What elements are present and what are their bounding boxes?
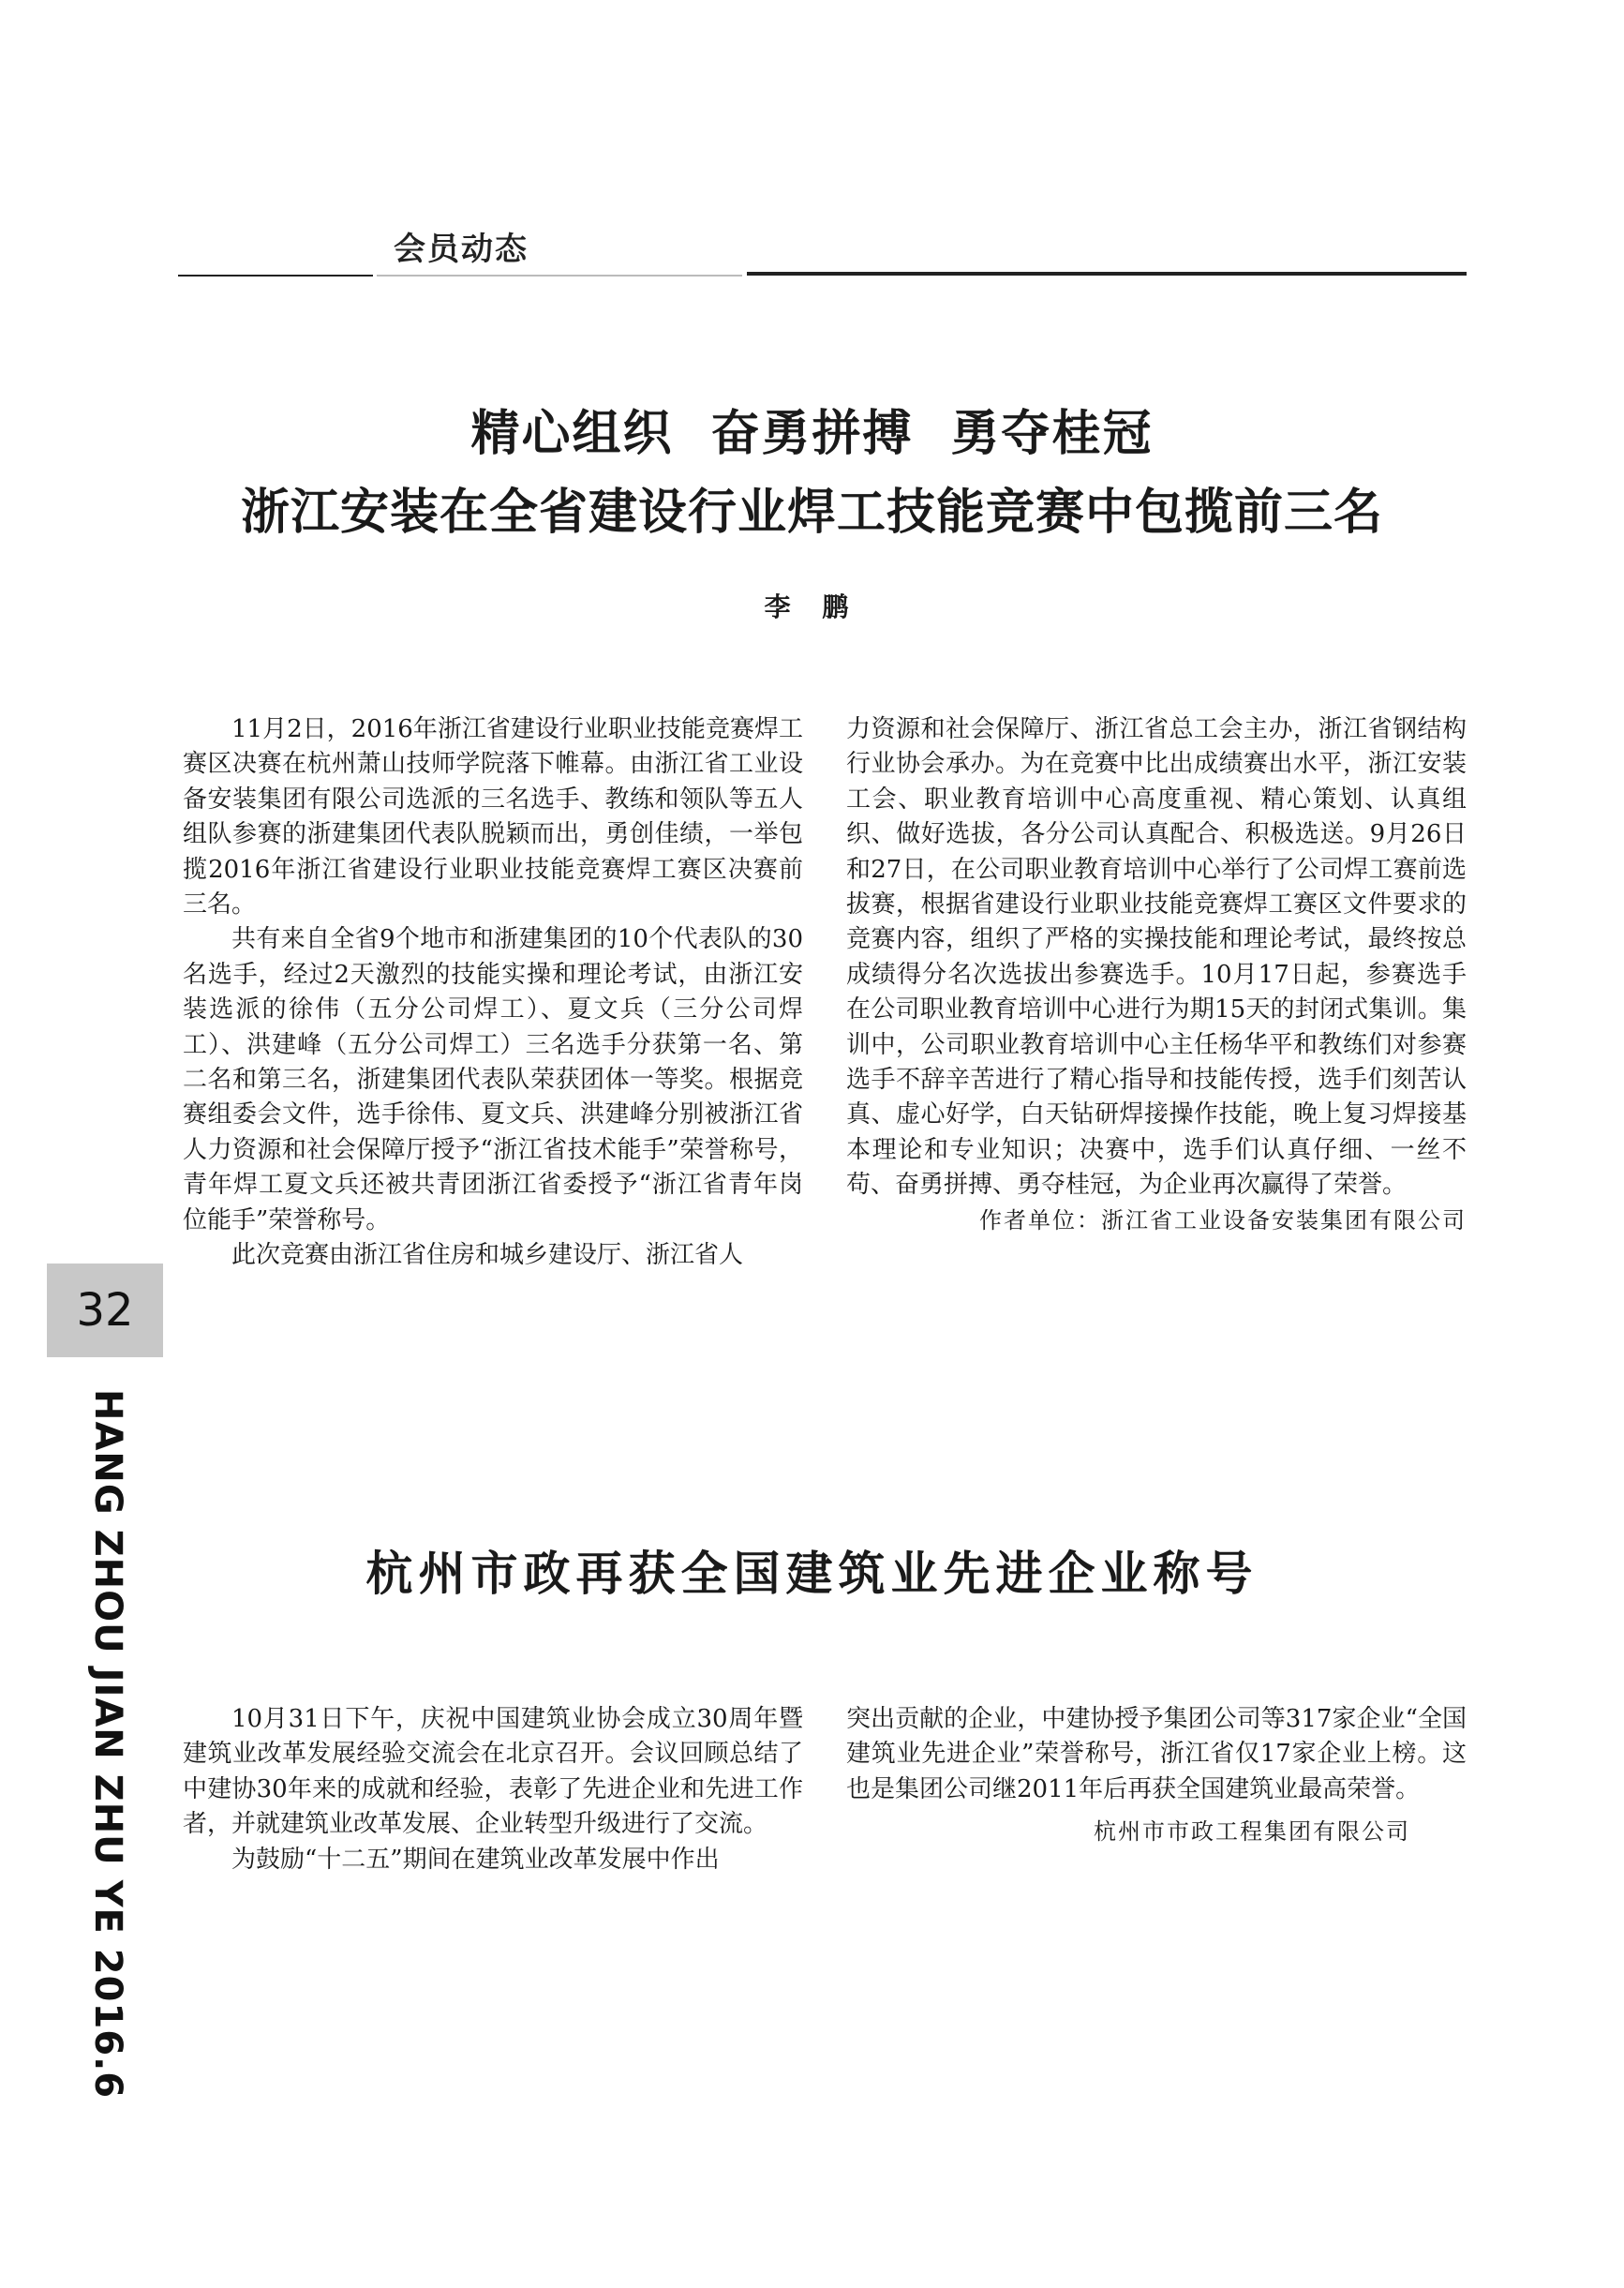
article2-paragraph-2-continued: 突出贡献的企业，中建协授予集团公司等317家企业“全国建筑业先进企业”荣誉称号，浙江省仅17家企业上榜。这也是集团公司继2011年后再获全国建筑业最高荣誉。 xyxy=(846,1705,1467,1803)
header-rule-right xyxy=(747,272,1467,276)
article1-affiliation: 作者单位：浙江省工业设备安装集团有限公司 xyxy=(979,1206,1467,1234)
article1-paragraph-2: 共有来自全省9个地市和浙建集团的10个代表队的30名选手，经过2天激烈的技能实操和理论考试，由浙江安装选派的徐伟（五分公司焊工）、夏文兵（三分公司焊工）、洪建峰（五分公司焊工）三名选手分获第一名、第二名和第三名，浙建集团代表队荣获团体一等奖。根据竞赛组委会文件，选手徐伟、夏文兵、洪建峰分别被浙江省人力资源和社会保障厅授予“浙江省技术能手”荣誉称号，青年焊工夏文兵还被共青团浙江省委授予“浙江省青年岗位能手”荣誉称号。 xyxy=(183,925,803,1234)
article1-author: 李 鹏 xyxy=(764,591,860,622)
section-label-underline xyxy=(377,275,742,277)
article1-column-right xyxy=(846,712,1467,1238)
title-phrase-1: 精心组织 xyxy=(470,406,674,462)
article1-paragraph-3: 此次竞赛由浙江省住房和城乡建设厅、浙江省人 xyxy=(231,1241,744,1270)
article1-title-line2: 浙江安装在全省建设行业焊工技能竞赛中包揽前三名 xyxy=(240,485,1383,541)
title-phrase-2: 奋勇拼搏 xyxy=(710,406,914,462)
article1-column-left xyxy=(183,712,803,1274)
title-phrase-3: 勇夺桂冠 xyxy=(950,406,1154,462)
journal-vertical-band: HANG ZHOU JIAN ZHU YE 2016.6 xyxy=(86,1389,129,2100)
section-header xyxy=(178,225,1467,277)
page-number-box xyxy=(47,1264,163,1357)
article2-column-left xyxy=(183,1702,803,1877)
header-rule-left xyxy=(178,275,373,277)
article2-title: 杭州市政再获全国建筑业先进企业称号 xyxy=(365,1547,1259,1601)
article1-paragraph-3-continued: 力资源和社会保障厅、浙江省总工会主办，浙江省钢结构行业协会承办。为在竞赛中比出成绩赛出水平，浙江安装工会、职业教育培训中心高度重视、精心策划、认真组织、做好选拔，各分公司认真配合、积极选送。9月26日和27日，在公司职业教育培训中心举行了公司焊工赛前选拔赛，根据省建设行业职业技能竞赛焊工赛区文件要求的竞赛内容，组织了严格的实操技能和理论考试，最终按总成绩得分名次选拔出参赛选手。10月17日起，参赛选手在公司职业教育培训中心进行为期15天的封闭式集训。集训中，公司职业教育培训中心主任杨华平和教练们对参赛选手不辞辛苦进行了精心指导和技能传授，选手们刻苦认真、虚心好学，白天钻研焊接操作技能，晚上复习焊接基本理论和专业知识；决赛中，选手们认真仔细、一丝不苟、奋勇拼搏、勇夺桂冠，为企业再次赢得了荣誉。 xyxy=(846,715,1467,1200)
section-label: 会员动态 xyxy=(394,231,529,268)
article1-paragraph-1: 11月2日，2016年浙江省建设行业职业技能竞赛焊工赛区决赛在杭州萧山技师学院落下帷幕。由浙江省工业设备安装集团有限公司选派的三名选手、教练和领队等五人组队参赛的浙建集团代表队脱颖而出，勇创佳绩，一举包揽2016年浙江省建设行业职业技能竞赛焊工赛区决赛前三名。 xyxy=(183,715,803,920)
article2-column-right xyxy=(846,1702,1467,1850)
page-number: 32 xyxy=(76,1284,134,1337)
article2-paragraph-1: 10月31日下午，庆祝中国建筑业协会成立30周年暨建筑业改革发展经验交流会在北京召开。会议回顾总结了中建协30年来的成就和经验，表彰了先进企业和先进工作者，并就建筑业改革发展、企业转型升级进行了交流。 xyxy=(183,1705,803,1839)
article1-title-line1 xyxy=(94,401,1530,467)
article2-paragraph-2: 为鼓励“十二五”期间在建筑业改革发展中作出 xyxy=(231,1845,720,1874)
article2-affiliation: 杭州市市政工程集团有限公司 xyxy=(1094,1818,1410,1846)
